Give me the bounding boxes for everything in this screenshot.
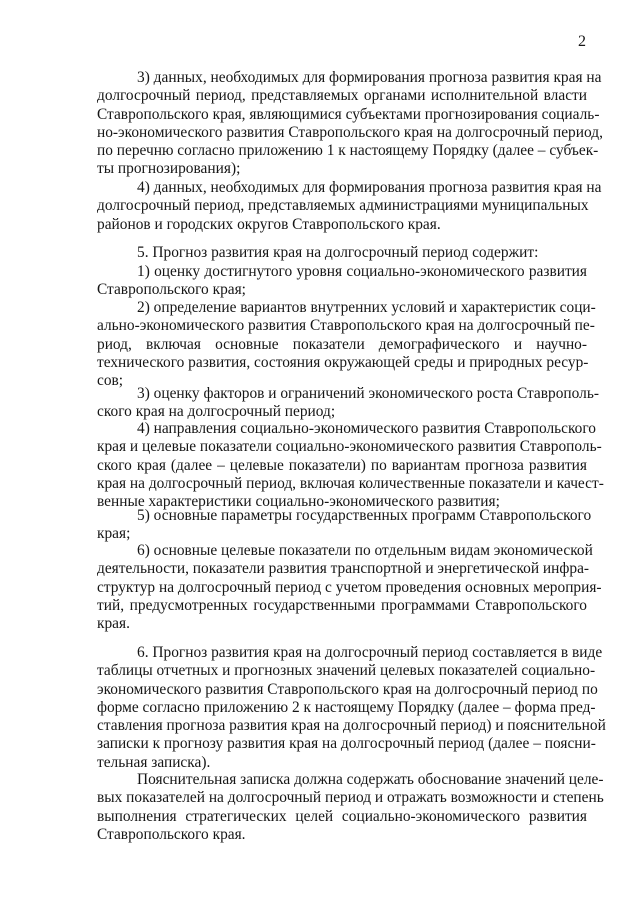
text-line: ты прогнозирования); [97, 160, 241, 178]
paragraph-item-5-3 [97, 385, 599, 422]
text-line: тий, предусмотренных государственными программами Ставропольского [97, 596, 587, 614]
paragraph-item-4 [97, 179, 602, 234]
text-line: 1) оценку достигнутого уровня социально-экономического развития [137, 263, 587, 280]
text-line: вых показателей на долгосрочный период и отражать возможности и степень [97, 789, 604, 807]
text-line: районов и городских округов Ставропольского края. [97, 215, 441, 233]
text-line: венные характеристики социально-экономического развития; [97, 493, 500, 511]
text-line: края; [97, 525, 131, 543]
text-line: форме согласно приложению 2 к настоящему Порядку (далее – форма пред- [97, 698, 596, 716]
paragraph-item-5-1 [97, 263, 587, 300]
text-line: таблицы отчетных и прогнозных значений целевых показателей социально- [97, 662, 596, 680]
text-line: долгосрочный период, представляемых администрациями муниципальных [97, 197, 589, 215]
text-line: ского края (далее – целевые показатели) по вариантам прогноза развития [97, 456, 587, 474]
paragraph-section-6 [97, 644, 606, 772]
text-line: по перечню согласно приложению 1 к настоящему Порядку (далее – субъек- [97, 142, 599, 160]
paragraph-section-5-intro [97, 244, 587, 262]
text-line: Ставропольского края; [97, 281, 246, 299]
text-line: 4) направления социально-экономического развития Ставропольского [137, 420, 596, 437]
text-line: риод, включая основные показатели демографического и научно- [97, 335, 587, 353]
text-line: края и целевые показатели социально-экономического развития Ставрополь- [97, 438, 602, 456]
text-line: записки к прогнозу развития края на долгосрочный период (далее – поясни- [97, 735, 596, 753]
page-number: 2 [578, 33, 586, 50]
text-line: технического развития, состояния окружающей среды и природных ресур- [97, 353, 589, 371]
paragraph-explanatory-note [97, 771, 604, 844]
paragraph-item-5-5 [97, 507, 592, 544]
text-line: ставления прогноза развития края на долгосрочный период) и пояснительной [97, 717, 606, 735]
text-line: Ставропольского края. [97, 825, 246, 843]
text-line: деятельности, показатели развития транспортной и энергетической инфра- [97, 560, 590, 578]
text-line: ского края на долгосрочный период; [97, 403, 336, 421]
text-line: экономического развития Ставропольского края на долгосрочный период по [97, 680, 598, 698]
text-line: 5) основные параметры государственных программ Ставропольского [137, 507, 592, 524]
paragraph-item-5-6 [97, 542, 602, 633]
paragraph-item-5-2 [97, 299, 596, 390]
text-line: Ставропольского края, являющимися субъектами прогнозирования социаль- [97, 105, 600, 123]
text-line: 3) оценку факторов и ограничений экономического роста Ставрополь- [137, 385, 599, 402]
paragraph-item-3 [97, 69, 603, 179]
text-line: Пояснительная записка должна содержать обоснование значений целе- [137, 771, 604, 788]
text-line: 2) определение вариантов внутренних условий и характеристик соци- [137, 299, 596, 316]
text-line: 3) данных, необходимых для формирования прогноза развития края на [137, 69, 602, 86]
text-line: выполнения стратегических целей социально-экономического развития [97, 807, 587, 825]
text-line: тельная записка). [97, 753, 211, 771]
text-line: 5. Прогноз развития края на долгосрочный период содержит: [137, 244, 539, 261]
text-line: структур на долгосрочный период с учетом проведения основных мероприя- [97, 578, 602, 596]
paragraph-item-5-4 [97, 420, 604, 511]
text-line: 6) основные целевые показатели по отдельным видам экономической [137, 542, 593, 559]
text-line: сов; [97, 372, 124, 390]
text-line: долгосрочный период, представляемых органами исполнительной власти [97, 87, 587, 105]
text-line: края. [97, 615, 130, 633]
text-line: края на долгосрочный период, включая количественные показатели и качест- [97, 474, 604, 492]
text-line: 6. Прогноз развития края на долгосрочный период составляется в виде [137, 644, 603, 661]
text-line: ально-экономического развития Ставропольского края на долгосрочный пе- [97, 317, 595, 335]
text-line: но-экономического развития Ставропольского края на долгосрочный период, [97, 123, 603, 141]
text-line: 4) данных, необходимых для формирования прогноза развития края на [137, 179, 602, 196]
